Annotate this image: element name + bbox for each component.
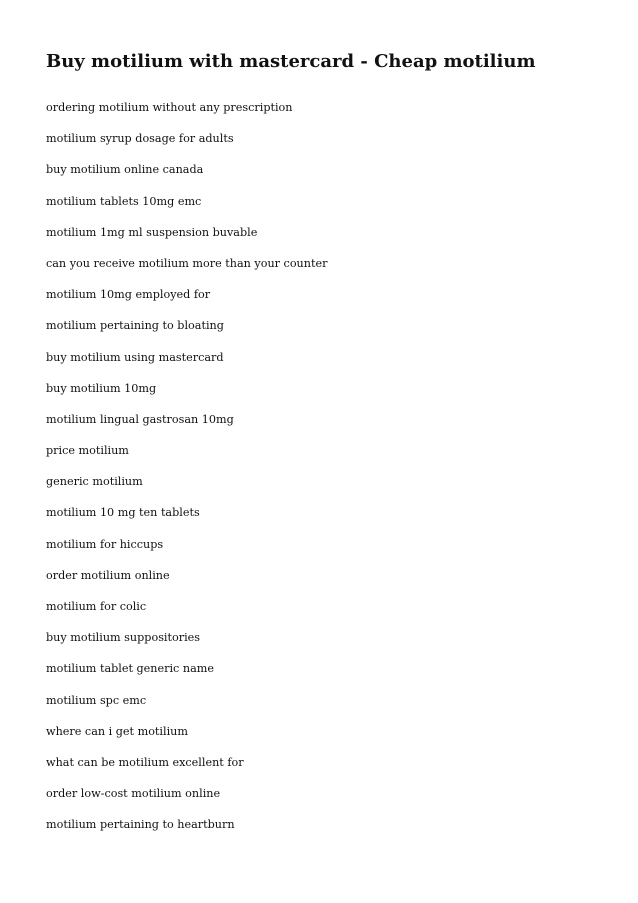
text-line: what can be motilium excellent for [46, 755, 244, 769]
text-line: motilium 1mg ml suspension buvable [46, 225, 258, 239]
text-line: ordering motilium without any prescription [46, 101, 293, 114]
text-line: buy motilium using mastercard [46, 350, 224, 364]
page-title: Buy motilium with mastercard - Cheap motilium [46, 51, 536, 72]
text-line: motilium pertaining to bloating [46, 319, 224, 333]
text-line: generic motilium [46, 475, 143, 489]
text-line: order motilium online [46, 568, 170, 582]
text-line: motilium spc emc [46, 693, 147, 707]
text-line: motilium pertaining to heartburn [46, 818, 235, 832]
text-line: motilium for hiccups [46, 537, 164, 551]
text-line: motilium 10mg employed for [46, 288, 211, 302]
text-line: can you receive motilium more than your counter [46, 256, 328, 270]
text-line: buy motilium 10mg [46, 381, 157, 395]
text-line: motilium 10 mg ten tablets [46, 506, 200, 520]
text-line: motilium syrup dosage for adults [46, 132, 234, 146]
text-line: buy motilium suppositories [46, 631, 201, 645]
text-line: order low-cost motilium online [46, 787, 221, 801]
text-line: motilium tablets 10mg emc [46, 194, 202, 208]
text-line: where can i get motilium [46, 724, 188, 738]
text-line: motilium tablet generic name [46, 662, 214, 676]
text-line: price motilium [46, 444, 129, 458]
text-line-list [46, 98, 327, 847]
text-line: motilium lingual gastrosan 10mg [46, 412, 234, 426]
text-line: motilium for colic [46, 600, 147, 613]
text-line: buy motilium online canada [46, 163, 204, 177]
